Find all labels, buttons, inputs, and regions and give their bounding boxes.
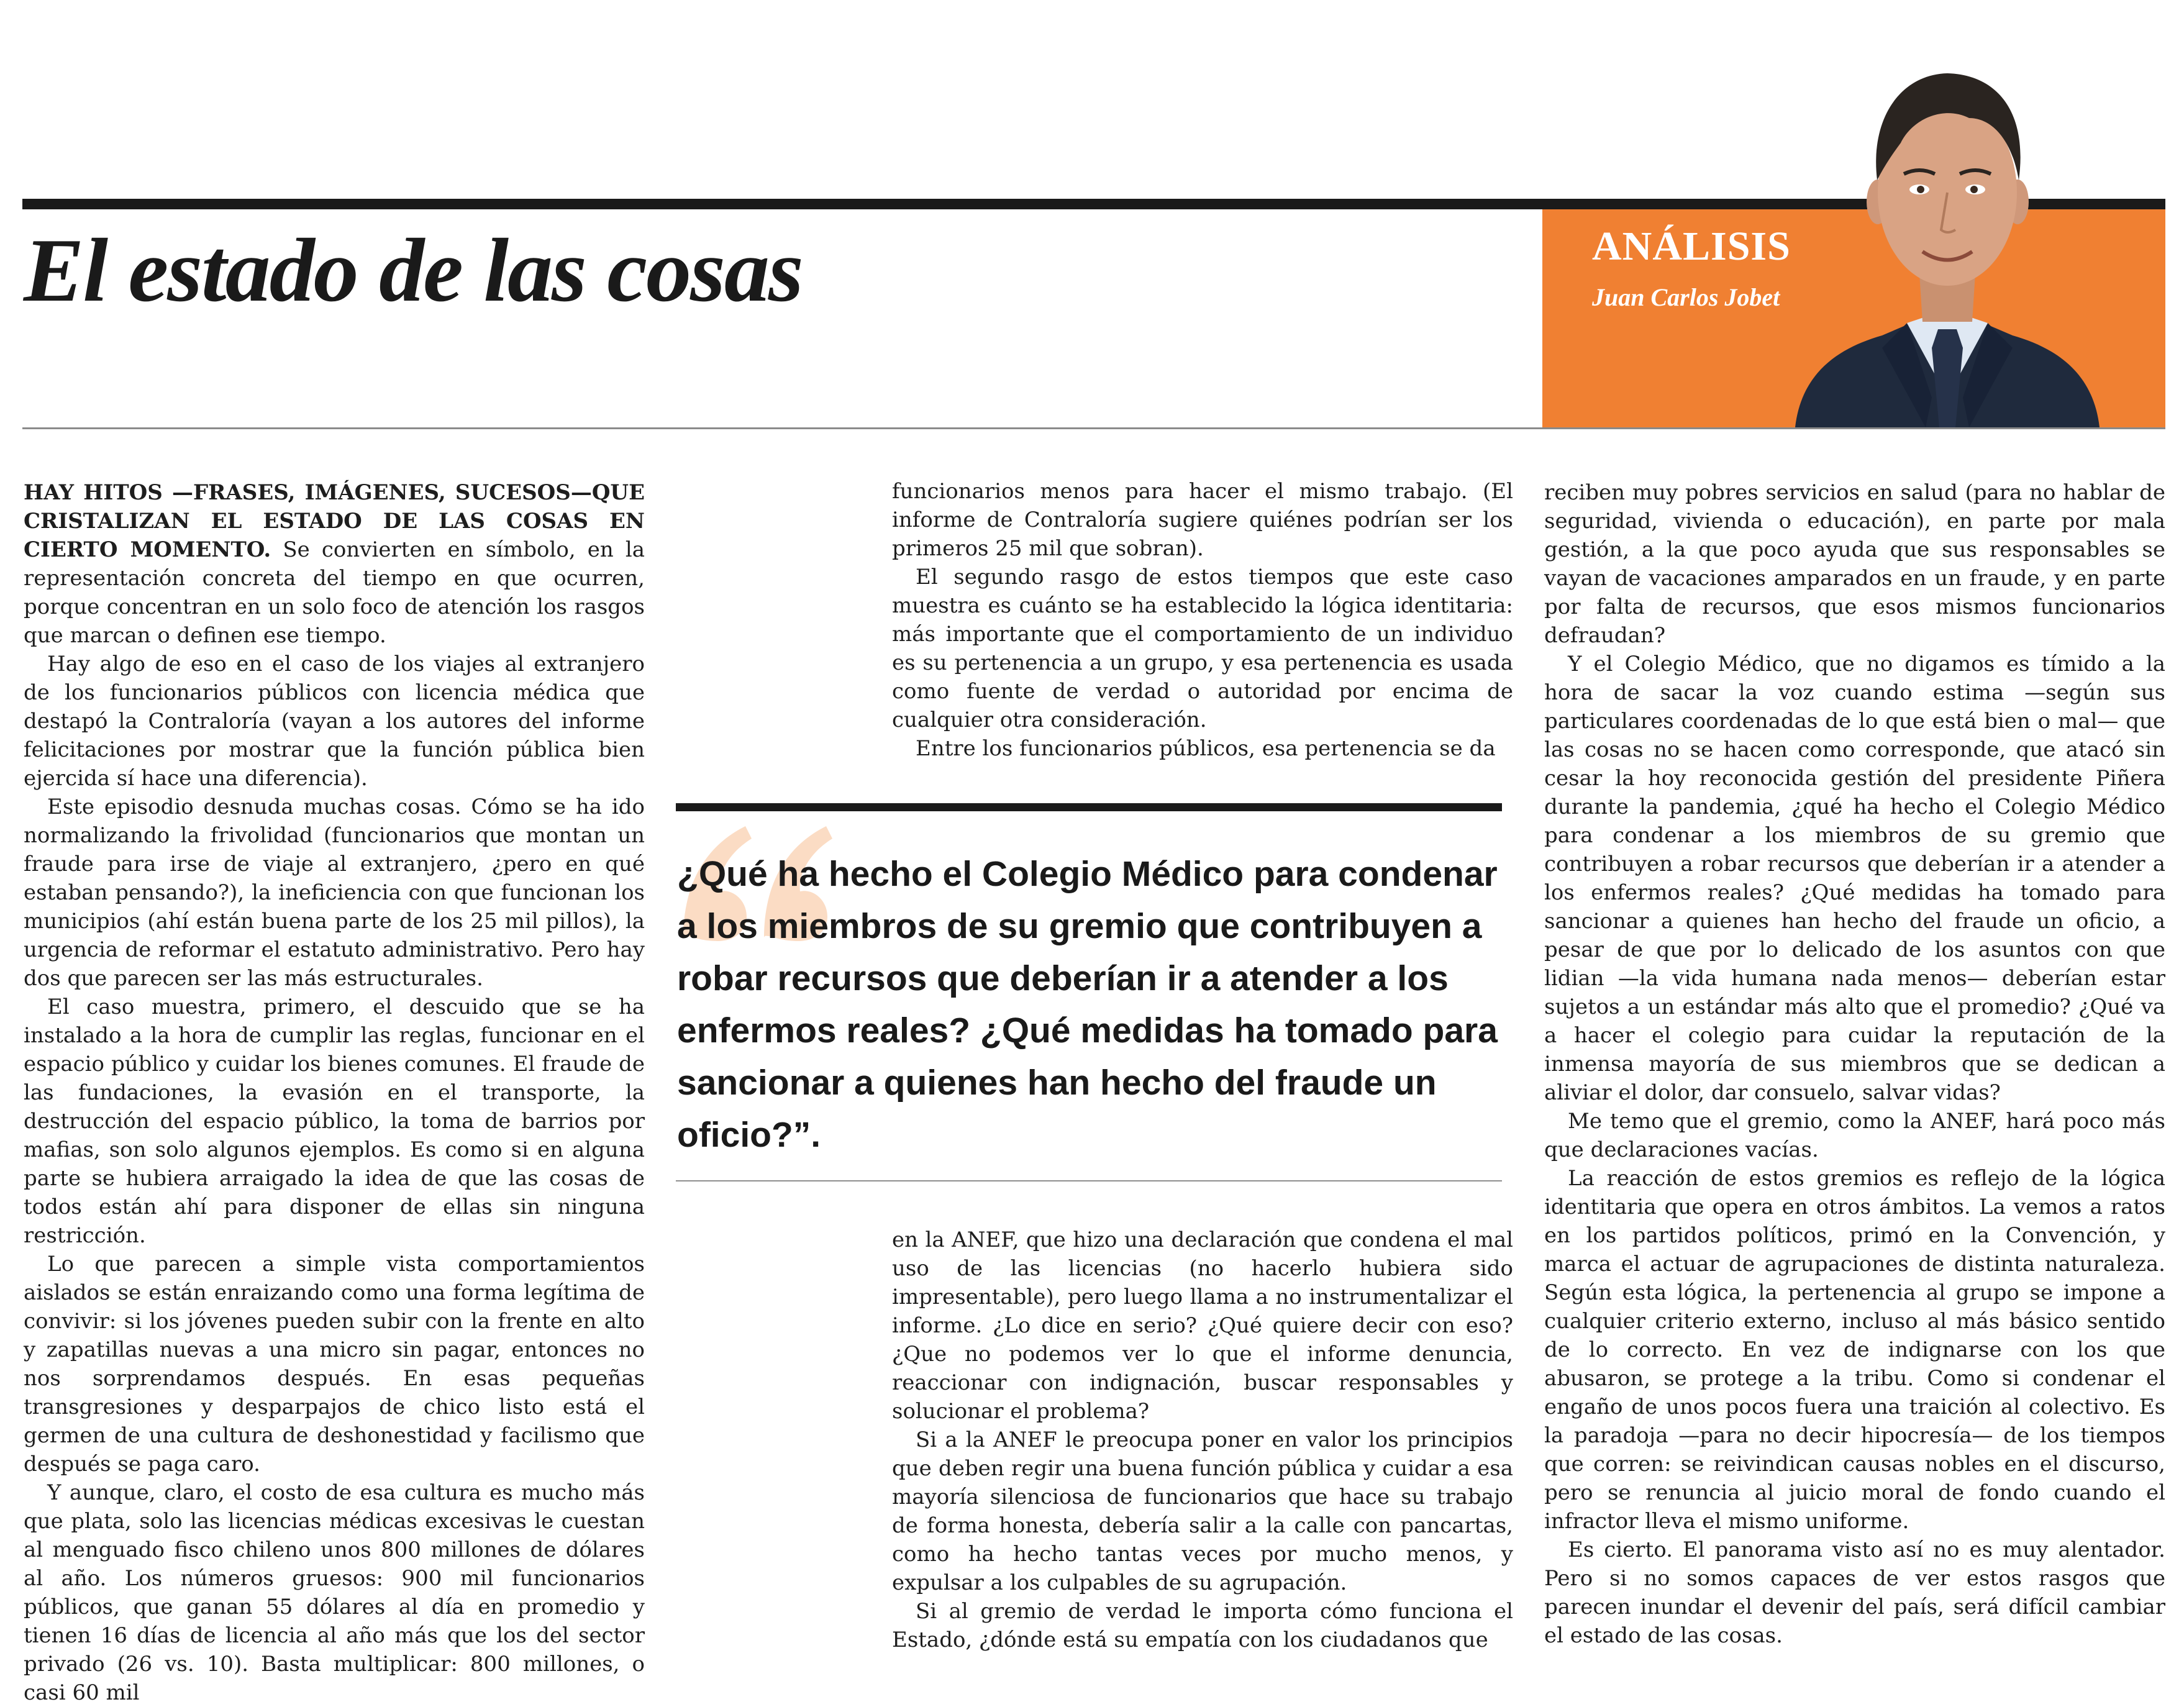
body-paragraph: Entre los funcionarios públicos, esa pertenencia se da xyxy=(916,736,1496,761)
body-paragraph: El segundo rasgo de estos tiempos que este caso muestra es cuánto se ha establecido la lógica identitaria: más importante que el comportamiento de un individuo es su pertenencia a un grupo, y esa pertenencia es usada como fuente de verdad o autoridad por encima de cualquier otra consideración. xyxy=(892,565,1513,732)
body-column-1 xyxy=(24,478,645,1707)
body-paragraph: Si a la ANEF le preocupa poner en valor los principios que deben regir una buena función pública y cuidar a esa mayoría silenciosa de funcionarios que hace su trabajo de forma honesta, debería salir a la calle con pancartas, como ha hecho tantas veces por mucho menos, y expulsar a los culpables de su agrupación. xyxy=(892,1427,1513,1595)
body-paragraph: Lo que parecen a simple vista comportamientos aislados se están enraizando como una forma legítima de convivir: si los jóvenes pueden subir con la frente en alto y zapatillas nuevas a una micro sin pagar, entonces no nos sorprendamos después. En esas pequeñas transgresiones y desparpajos de chico listo está el germen de una cultura de deshonestidad y facilismo que después se paga caro. xyxy=(24,1252,645,1477)
body-column-3 xyxy=(1544,478,2165,1650)
header-bottom-rule xyxy=(22,427,2165,429)
article-headline: El estado de las cosas xyxy=(24,220,803,321)
lead-in: HAY HITOS —FRASES, IMÁGENES, SUCESOS—QUE CRISTALIZAN EL ESTADO DE LAS COSAS EN CIERTO MOMENTO. xyxy=(24,480,645,562)
section-label: ANÁLISIS xyxy=(1592,224,1791,269)
body-paragraph: reciben muy pobres servicios en salud (para no hablar de seguridad, vivienda o educación), en parte por mala gestión, a la que poco ayuda que sus responsables se vayan de vacaciones amparados en un fraude, y en parte por falta de recursos, que esos mismos funcionarios defraudan? xyxy=(1544,480,2165,648)
body-paragraph: funcionarios menos para hacer el mismo trabajo. (El informe de Contraloría sugiere quiénes podrían ser los primeros 25 mil que sobran). xyxy=(892,479,1513,561)
body-paragraph: Me temo que el gremio, como la ANEF, hará poco más que declaraciones vacías. xyxy=(1544,1109,2165,1162)
pullquote-bottom-rule xyxy=(676,1180,1502,1181)
body-paragraph: en la ANEF, que hizo una declaración que condena el mal uso de las licencias (no hacerlo hubiera sido impresentable), pero luego llama a no instrumentalizar el informe. ¿Lo dice en serio? ¿Qué quiere decir con eso? ¿Que no podemos ver lo que el informe denuncia, reaccionar con indignación, buscar responsables y solucionar el problema? xyxy=(892,1227,1513,1424)
body-paragraph: Y el Colegio Médico, que no digamos es tímido a la hora de sacar la voz cuando estima —según sus particulares coordenadas de lo que está bien o mal— que las cosas no se hacen como corresponde, que atacó sin cesar la hoy reconocida gestión del presidente Piñera durante la pandemia, ¿qué ha hecho el Colegio Médico para condenar a los miembros de su gremio que contribuyen a robar recursos que deberían ir a atender a los enfermos reales? ¿Qué medidas ha tomado para sancionar a quienes han hecho del fraude un oficio, a pesar de que por lo delicado de los asuntos con que lidian —la vida humana nada menos— deberían estar sujetos a un estándar más alto que el promedio? ¿Qué va a hacer el colegio para cuidar la reputación de la inmensa mayoría de sus miembros que se dedican a aliviar el dolor, dar consuelo, salvar vidas? xyxy=(1544,652,2165,1105)
body-paragraph: Y aunque, claro, el costo de esa cultura es mucho más que plata, solo las licencias médicas excesivas le cuestan al menguado fisco chileno unos 800 millones de dólares al año. Los números gruesos: 900 mil funcionarios públicos, que ganan 55 dólares al día en promedio y tienen 16 días de licencia al año más que los del sector privado (26 vs. 10). Basta multiplicar: 800 millones, o casi 60 mil xyxy=(24,1480,645,1705)
author-portrait xyxy=(1721,25,2168,427)
author-name: Juan Carlos Jobet xyxy=(1592,283,1780,311)
body-column-2-top xyxy=(892,477,1513,763)
pullquote: ¿Qué ha hecho el Colegio Médico para condenar a los miembros de su gremio que contribuyen a robar recursos que deberían ir a atender a los enfermos reales? ¿Qué medidas ha tomado para sancionar a quienes han hecho del fraude un oficio?”. xyxy=(677,854,1498,1155)
body-paragraph: Este episodio desnuda muchas cosas. Cómo se ha ido normalizando la frivolidad (funcionarios que montan un fraude para irse de viaje al extranjero, ¿pero en qué estaban pensando?), la ineficiencia con que funcionan los municipios (ahí están buena parte de los 25 mil pillos), la urgencia de reformar el estatuto administrativo. Pero hay dos que parecen ser las más estructurales. xyxy=(24,794,645,991)
body-paragraph: Es cierto. El panorama visto así no es muy alentador. Pero si no somos capaces de ver estos rasgos que parecen inundar el devenir del país, será difícil cambiar el estado de las cosas. xyxy=(1544,1537,2165,1648)
body-paragraph: El caso muestra, primero, el descuido que se ha instalado a la hora de cumplir las reglas, funcionar en el espacio público y cuidar los bienes comunes. El fraude de las fundaciones, la evasión en el transporte, la destrucción del espacio público, la toma de barrios por mafias, son solo algunos ejemplos. Es como si en alguna parte se hubiera arraigado la idea de que las cosas de todos están ahí para disponer de ellas sin ninguna restricción. xyxy=(24,995,645,1248)
lead-paragraph-text: Se convierten en símbolo, en la representación concreta del tiempo en que ocurren, porque concentran en un solo foco de atención los rasgos que marcan o definen ese tiempo. xyxy=(24,537,645,648)
body-paragraph: Si al gremio de verdad le importa cómo funciona el Estado, ¿dónde está su empatía con los ciudadanos que xyxy=(892,1599,1513,1652)
body-paragraph: La reacción de estos gremios es reflejo de la lógica identitaria que opera en otros ámbitos. La vemos a ratos en los partidos políticos, primó en la Convención, y marca el actuar de agrupaciones de distinta naturaleza. Según esta lógica, la pertenencia al grupo se impone a cualquier criterio externo, incluso al más básico sentido de lo correcto. En vez de indignarse con los que abusaron, se protege a la tribu. Como si condenar el engaño de unos pocos fuera una traición al colectivo. Es la paradoja —para no decir hipocresía— de los tiempos que corren: se reivindican causas nobles en el discurso, pero se renuncia al juicio moral de fondo cuando el infractor lleva el mismo uniforme. xyxy=(1544,1166,2165,1534)
body-paragraph: Hay algo de eso en el caso de los viajes al extranjero de los funcionarios públicos con licencia médica que destapó la Contraloría (vayan a los autores del informe felicitaciones por mostrar que la función pública bien ejercida sí hace una diferencia). xyxy=(24,652,645,791)
body-column-2-bottom xyxy=(892,1226,1513,1654)
lead-paragraph xyxy=(24,478,645,650)
pullquote-top-rule xyxy=(676,803,1502,811)
